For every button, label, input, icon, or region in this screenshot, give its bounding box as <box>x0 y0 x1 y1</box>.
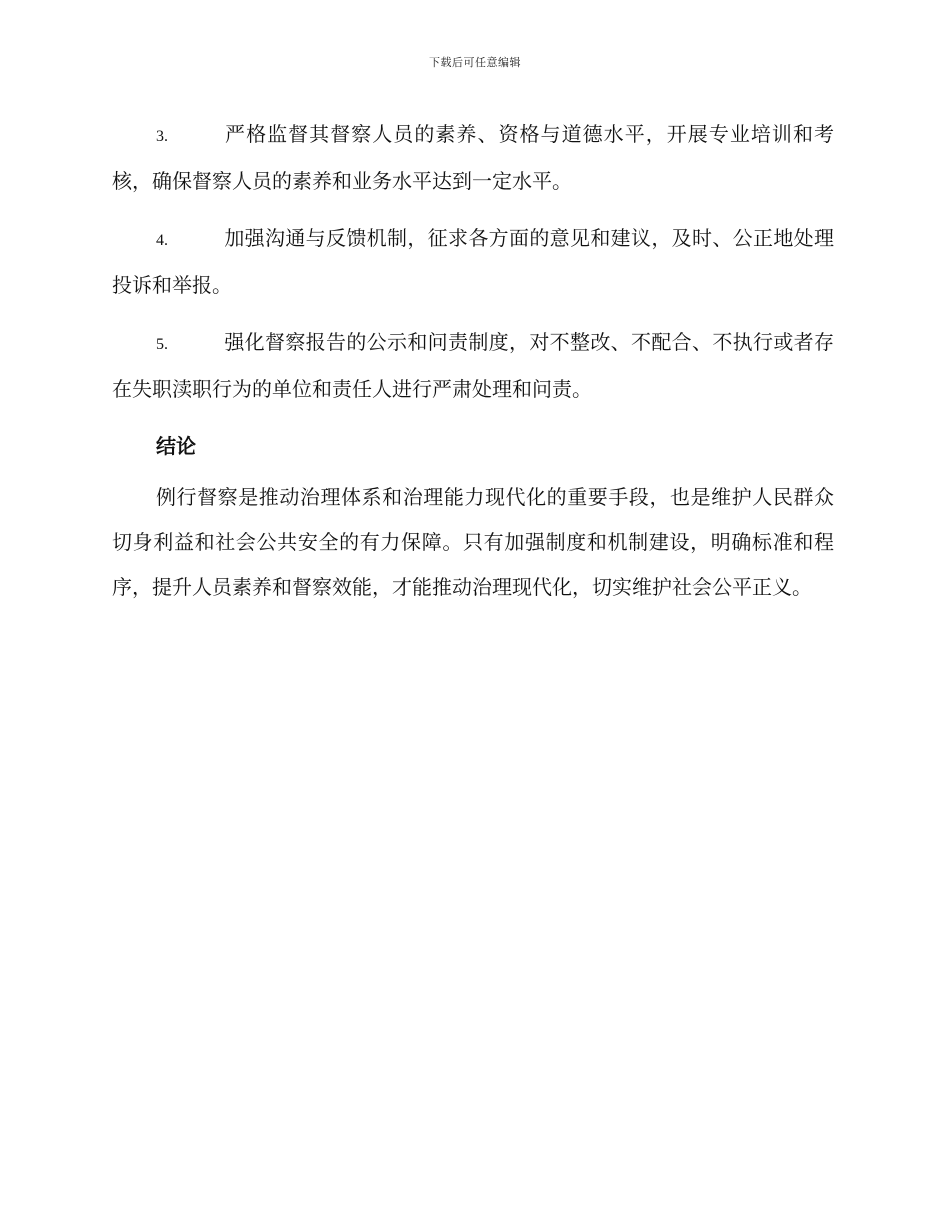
list-item-text: 强化督察报告的公示和问责制度，对不整改、不配合、不执行或者存在失职渎职行为的单位和责任人进行严肃处理和问责。 <box>112 330 834 401</box>
list-item-text: 严格监督其督察人员的素养、资格与道德水平，开展专业培训和考核，确保督察人员的素养和业务水平达到一定水平。 <box>112 122 834 193</box>
list-item <box>112 112 834 204</box>
list-item-number: 3. <box>156 128 168 145</box>
conclusion-paragraph: 例行督察是推动治理体系和治理能力现代化的重要手段，也是维护人民群众切身利益和社会公共安全的有力保障。只有加强制度和机制建设，明确标准和程序，提升人员素养和督察效能，才能推动治理现代化，切实维护社会公平正义。 <box>112 485 834 599</box>
conclusion-heading: 结论 <box>156 434 196 458</box>
list-item-number: 5. <box>156 336 168 353</box>
list-item-number: 4. <box>156 232 168 249</box>
list-item <box>112 320 834 412</box>
document-body <box>112 112 834 610</box>
page-header: 下载后可任意编辑 <box>429 56 521 69</box>
list-item <box>112 216 834 308</box>
list-item-text: 加强沟通与反馈机制，征求各方面的意见和建议，及时、公正地处理投诉和举报。 <box>112 226 834 297</box>
